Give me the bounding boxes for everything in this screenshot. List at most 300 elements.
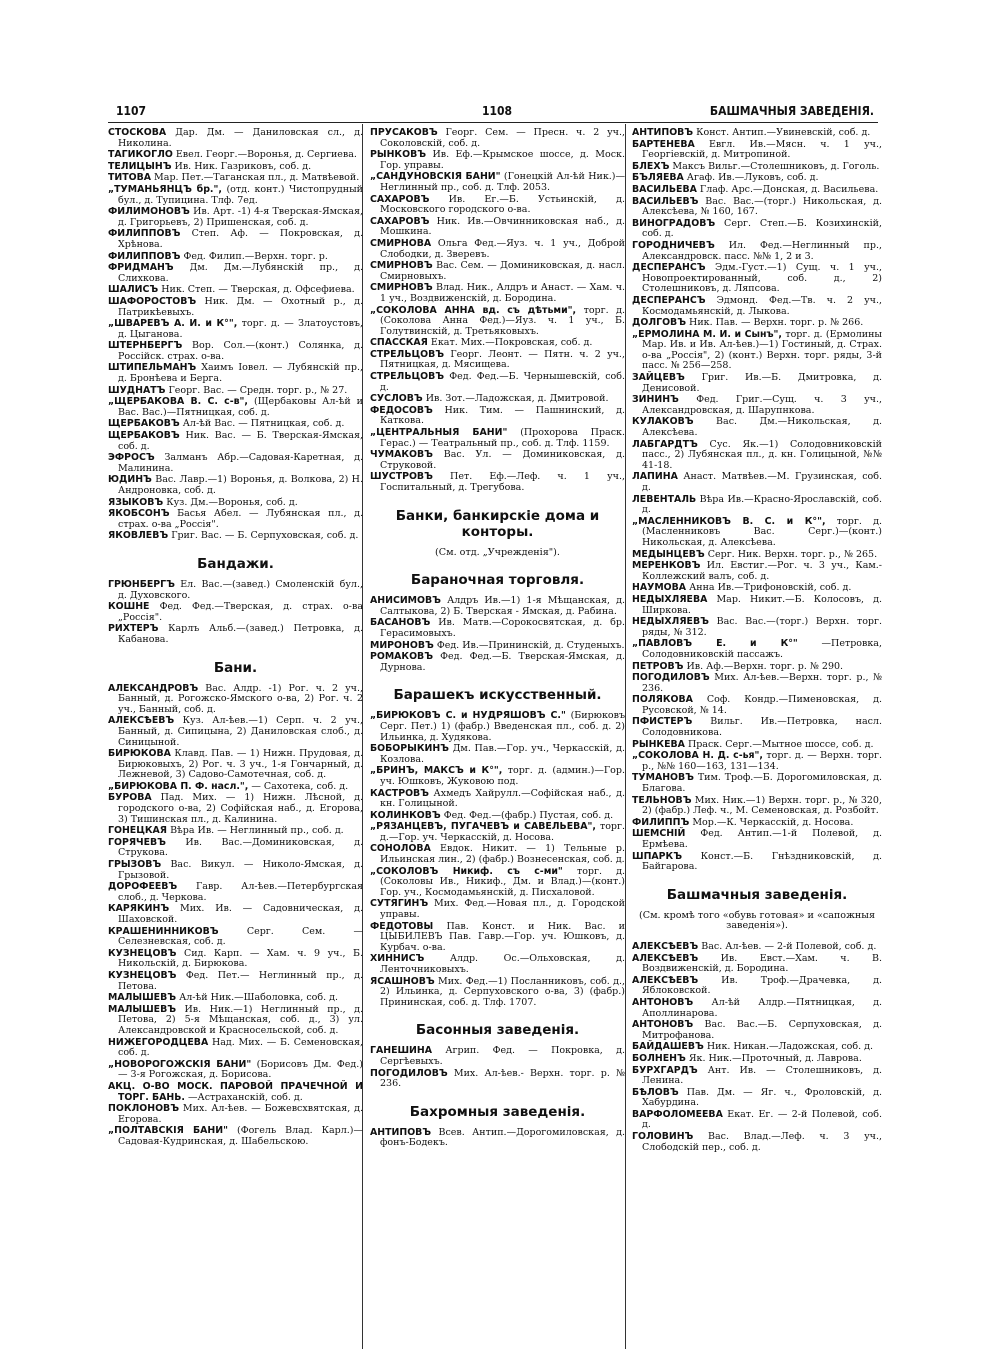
entry-details: Влад. Ник., Алдръ и Анаст. — Хам. ч. 1 уч., Воздвиженскій, д. Бородина.	[380, 282, 625, 304]
entry-details: Георг. Вас. — Средн. торг. р., № 27.	[168, 384, 348, 396]
section-heading: Бараночная торговля.	[410, 572, 585, 589]
entry-name: ВАСИЛЬЕВА	[632, 183, 697, 195]
entry-details: Ник. Вас. — Б. Тверская-Ямская, соб. д.	[118, 430, 363, 452]
directory-entry	[632, 829, 882, 850]
entry-name: ЩЕРБАКОВЪ	[108, 418, 180, 430]
entry-name: ДОРОФЕЕВЪ	[108, 881, 178, 893]
entry-name: ШУДНАТЪ	[108, 384, 166, 396]
directory-entry	[108, 860, 363, 881]
entry-details: Ил. Фед.—Неглинный пр., Александровск. пасс. №№ 1, 2 и 3.	[642, 239, 882, 262]
directory-entry	[632, 818, 882, 829]
directory-entry	[370, 428, 625, 449]
entry-name: ПЕТРОВЪ	[632, 660, 684, 672]
entry-details: торг. д. (Соколова Анна Фед.)—Яуз. ч. 1 уч., Б. Голутвинскій, д. Третьяковыхъ.	[380, 304, 625, 337]
section-heading: Басонныя заведенія.	[415, 1022, 580, 1039]
entry-details: Вас. Дм.—Никольская, д. Алексѣева.	[642, 416, 882, 439]
directory-entry	[108, 1060, 363, 1081]
entry-name: МЕДЫНЦЕВЪ	[632, 548, 705, 560]
entry-name: РИХТЕРЪ	[108, 623, 159, 635]
entry-details: торг. д. — Златоустовъ, д. Цыганова.	[118, 318, 363, 340]
entry-details: Соф. Кондр.—Пименовская, д. Русовской, № 14.	[642, 694, 882, 716]
entry-name: АНИСИМОВЪ	[370, 595, 441, 607]
entry-name: „БИРЮКОВЪ С. и НУДРЯШОВЪ С."	[370, 710, 566, 722]
entry-name: ЛЕВЕНТАЛЬ	[632, 493, 697, 505]
entry-details: Ал-ѣй Вас. — Пятницкая, соб. д.	[182, 418, 345, 430]
directory-entry	[370, 822, 625, 843]
entry-details: Алдръ Ив.—1) 1-я Мѣщанская, д. Салтыкова, 2) Б. Тверская - Ямская, д. Рабина.	[380, 595, 625, 617]
entry-details: Вас. Вас.—(торг.) Верхн. торг. ряды, № 312.	[642, 616, 882, 638]
entry-details: (Фогель Влад. Карл.)—Садовая-Кудринская, д. Шабельскою.	[118, 1125, 363, 1147]
directory-entry	[108, 319, 363, 340]
directory-entry	[632, 1042, 882, 1053]
entry-name: БАЙДАШЕВЪ	[632, 1041, 704, 1053]
entry-details: Ник. Степ. — Тверская, д. Офсефиева.	[161, 284, 355, 296]
directory-entry	[108, 475, 363, 496]
entry-details: Мих. Ал-ѣев.—Верхн. торг. р., № 236.	[642, 672, 883, 694]
directory-entry	[632, 440, 882, 472]
directory-entry	[632, 717, 882, 738]
entry-details: Максъ Вильг.—Столешниковъ, д. Гоголь.	[672, 160, 880, 172]
entry-name: ШТИПЕЛЬМАНЪ	[108, 362, 197, 374]
entry-name: ГОЛОВИНЪ	[632, 1131, 694, 1143]
entry-name: ГАНЕШИНА	[370, 1045, 433, 1057]
entry-name: НАУМОВА	[632, 582, 687, 594]
directory-entry	[632, 1066, 882, 1087]
entry-name: ФИЛИППОВЪ	[108, 250, 181, 262]
directory-entry	[108, 531, 363, 542]
entry-details: Вас. Вас.—Б. Серпуховская, д. Митрофанова.	[642, 1019, 882, 1041]
entry-details: Ив. Ник.—1) Неглинный пр., д. Петова, 2) 5-я Мѣщанская, соб. д., 3) ул. Александровской и Красносельской, соб. д.	[118, 1003, 364, 1036]
entry-name: КОШНЕ	[108, 601, 150, 613]
entry-name: СОНОЛОВА	[370, 843, 431, 855]
entry-name: ЯЗЫКОВЪ	[108, 496, 164, 508]
entry-name: „БРИНЪ, МАКСЪ и К°",	[370, 765, 503, 777]
entry-details: Евгл. Ив.—Мясн. ч. 1 уч., Георгіевскій, д. Митропиной.	[642, 138, 882, 161]
directory-entry	[632, 185, 882, 196]
entry-details: Глаф. Арс.—Донская, д. Васильева.	[699, 183, 879, 195]
entry-details: Пет. Еф.—Леф. ч. 1 уч., Госпитальный, д. Трегубова.	[380, 471, 625, 493]
entry-details: Басья Абел. — Лубянская пл., д. страх. о-ва „Россія".	[118, 508, 363, 530]
entry-name: КАСТРОВЪ	[370, 787, 429, 799]
section-heading: Банки, банкирскіе дома и конторы.	[395, 507, 600, 540]
entry-name: ШТЕРНБЕРГЪ	[108, 340, 183, 352]
entry-name: СТОСКОВА	[108, 127, 167, 138]
directory-entry	[370, 338, 625, 349]
directory-entry	[108, 1005, 363, 1037]
entry-details: Серг. Ник. Верхн. торг. р., № 265.	[707, 548, 878, 560]
directory-entry	[370, 652, 625, 673]
entry-name: ШАЛИСЪ	[108, 284, 159, 296]
directory-entry	[632, 942, 882, 953]
entry-details: Всев. Антип.—Дорогомиловская, д. фонъ-Бодекъ.	[380, 1126, 625, 1149]
directory-entry	[370, 394, 625, 405]
entry-details: торг. д. (админ.)—Гор. уч. Юшковъ, Жуковою под.	[380, 765, 625, 787]
entry-details: Праск. Серг.—Мытное шоссе, соб. д.	[687, 738, 874, 750]
entry-name: ФЕДОТОВЫ	[370, 920, 434, 932]
entry-details: Ив. Вас.—Доминиковская, д. Струкова.	[118, 836, 363, 859]
entry-details: —Астраханскій, соб. д.	[188, 1091, 303, 1103]
entry-details: Ив. Зот.—Ладожская, д. Дмитровой.	[425, 393, 609, 405]
entry-details: Алдр. Ос.—Ольховская, д. Ленточниковыхъ.	[380, 953, 625, 975]
directory-entry	[108, 363, 363, 384]
directory-entry	[108, 297, 363, 318]
entry-name: МЕРЕНКОВЪ	[632, 560, 701, 572]
directory-entry	[632, 595, 882, 616]
directory-entry	[632, 318, 882, 329]
entry-name: БЛЕХЪ	[632, 160, 670, 172]
entry-details: Над. Мих. — Б. Семеновская, соб. д.	[118, 1036, 363, 1059]
directory-entry	[632, 330, 882, 372]
entry-name: СУТЯГИНЪ	[370, 898, 429, 910]
entry-name: БОБОРЫКИНЪ	[370, 743, 449, 755]
cross-reference-note: (См. кромѣ того «обувь готовая» и «сапожныя заведенія»).	[639, 909, 875, 932]
entry-name: КОЛИНКОВЪ	[370, 809, 441, 821]
entry-name: ФИЛИППОВЪ	[108, 228, 181, 240]
entry-name: „МАСЛЕННИКОВЪ В. С. и К°",	[632, 515, 826, 527]
directory-entry	[108, 793, 363, 825]
directory-entry	[108, 993, 363, 1004]
entry-name: ДЕСПЕРАНСЪ	[632, 262, 706, 274]
entry-details: (Гонецкій Ал-ѣй Ник.)—Неглинный пр., соб. д. Тлф. 2053.	[380, 171, 625, 193]
entry-name: „САНДУНОВСКІЯ БАНИ"	[370, 171, 501, 183]
entry-details: Ив. Аф.—Верхн. торг. р. № 290.	[686, 660, 844, 672]
entry-name: „ПОЛТАВСКІЯ БАНИ"	[108, 1125, 229, 1137]
directory-entry	[632, 1054, 882, 1065]
directory-entry	[370, 744, 625, 765]
entry-details: торг. д. (Соколовы Ив., Никиф., Дм. и Влад.)—(конт.) Гор. уч., Космодамьянскій, д. Писхаловой.	[380, 865, 625, 898]
entry-name: СТРЕЛЬЦОВЪ	[370, 348, 445, 360]
entry-name: ПОКЛОНОВЪ	[108, 1103, 180, 1115]
directory-entry	[370, 899, 625, 920]
entry-name: ЛАПИНА	[632, 471, 678, 483]
directory-entry	[632, 1110, 882, 1131]
directory-entry	[108, 882, 363, 903]
entry-name: ПОГОДИЛОВЪ	[632, 672, 710, 684]
directory-entry	[108, 782, 363, 793]
cross-reference-note: (См. отд. „Учрежденія").	[435, 546, 560, 558]
entry-name: БУРОВА	[108, 792, 152, 804]
entry-name: АНТОНОВЪ	[632, 996, 694, 1008]
directory-entry	[632, 241, 882, 262]
entry-details: Ив. Евст.—Хам. ч. В. Воздвиженскій, д. Бородина.	[642, 952, 882, 975]
directory-entry	[108, 341, 363, 362]
entry-name: „НОВОРОГОЖСКІЯ БАНИ"	[108, 1058, 252, 1070]
entry-details: Ахмедъ Хайрулл.—Софійская наб., д. кн. Голицыной.	[380, 787, 625, 810]
entry-name: ЩЕРБАКОВЪ	[108, 430, 180, 442]
directory-entry	[108, 1104, 363, 1125]
entry-name: МАЛЫШЕВЪ	[108, 992, 177, 1004]
directory-entry	[632, 673, 882, 694]
directory-entry	[370, 789, 625, 810]
entry-name: ТИТОВА	[108, 172, 152, 184]
entry-details: Пад. Мих. — 1) Нижн. Лѣсной, д. городского о-ва, 2) Софійская наб., д. Егорова, 3) Тишинская пл., д. Калинина.	[118, 792, 363, 825]
entry-details: Ал-ѣй Алдр.—Пятницкая, д. Аполлинарова.	[642, 996, 882, 1019]
entry-details: Агрип. Фед. — Покровка, д. Сергѣевыхъ.	[380, 1045, 625, 1067]
entry-details: Ник. Ив.—Овчинниковская наб., д. Мошкина.	[380, 215, 625, 238]
entry-name: ЮДИНЪ	[108, 474, 152, 486]
entry-details: Конст. Антип.—Увиневскій, соб. д.	[696, 127, 871, 138]
entry-name: БЪЛЯЕВА	[632, 172, 684, 184]
entry-name: ПОГОДИЛОВЪ	[370, 1067, 448, 1079]
entry-details: Пав. Конст. и Ник. Вас. и ЦЫБИЛЕВЪ Пав. Гавр.—Гор. уч. Юшковъ, д. Курбач. о-ва.	[380, 920, 625, 953]
directory-entry	[108, 971, 363, 992]
entry-details: Агаф. Ив.—Луковъ, соб. д.	[686, 172, 819, 184]
directory-entry	[632, 1132, 882, 1153]
entry-details: Ив. Троф.—Драчевка, д. Яблоковской.	[642, 974, 882, 997]
directory-entry	[632, 751, 882, 772]
entry-name: „СОКОЛОВЪ Никиф. съ с-ми"	[370, 865, 563, 877]
directory-entry	[632, 773, 882, 794]
entry-name: ФРИДМАНЪ	[108, 262, 174, 274]
entry-details: Эдм.-Густ.—1) Сущ. ч. 1 уч., Новопроектированный, соб. д., 2) Столешниковъ, д. Ляпсова.	[642, 262, 882, 295]
entry-name: РОМАКОВЪ	[370, 651, 434, 663]
entry-details: Евдок. Никит. — 1) Тельные р. Ильинская лин., 2) (фабр.) Вознесенская, соб. д.	[380, 843, 625, 866]
directory-entry	[632, 796, 882, 817]
entry-details: Вас. Влад.—Леф. ч. 3 уч., Слободскій пер., соб. д.	[642, 1131, 882, 1153]
entry-details: Ник. Дм. — Охотный р., д. Патрикѣевыхъ.	[118, 295, 363, 318]
entry-name: БУРХГАРДЪ	[632, 1064, 698, 1076]
directory-entry	[370, 954, 625, 975]
entry-details: Сид. Карп. — Хам. ч. 9 уч., Б. Никольскій, д. Бирюкова.	[118, 947, 363, 970]
entry-name: ФЕДОСОВЪ	[370, 404, 433, 416]
entry-details: Ил. Евстиг.—Рог. ч. 3 уч., Кам.-Коллежский валъ, соб. д.	[642, 560, 883, 582]
directory-entry	[632, 852, 882, 873]
section-heading: Барашекъ искусственный.	[393, 687, 602, 704]
entry-details: Георг. Сем. — Пресн. ч. 2 уч., Соколовскій, соб. д.	[380, 127, 625, 149]
entry-name: ТУМАНОВЪ	[632, 772, 694, 784]
entry-name: „ЩЕРБАКОВА В. С. с-в",	[108, 396, 248, 408]
entry-details: Дар. Дм. — Даниловская сл., д. Николина.	[118, 127, 363, 149]
entry-details: Карлъ Альб.—(завед.) Петровка, д. Кабанова.	[118, 623, 363, 645]
directory-entry	[370, 128, 625, 149]
directory-entry	[370, 172, 625, 193]
directory-entry	[632, 550, 882, 561]
directory-entry	[108, 838, 363, 859]
entry-name: АНТИПОВЪ	[632, 127, 694, 138]
entry-details: Конст.—Б. Гнѣздниковскій, д. Байгарова.	[642, 850, 882, 873]
entry-name: СМИРНОВЪ	[370, 282, 433, 294]
entry-details: Мих. Ник.—1) Верхн. торг. р., № 320, 2) (фабр.) Леф. ч., М. Семеновская, д. Розбойт.	[642, 794, 882, 817]
entry-details: (Борисовъ Дм. Фед.) — 3-я Рогожская, д. Борисова.	[118, 1058, 363, 1081]
directory-entry	[108, 162, 363, 173]
entry-name: НЕДЫХЛЯЕВА	[632, 593, 708, 605]
entry-name: ЗАЙЦЕВЪ	[632, 372, 685, 384]
entry-details: Мар. Никит.—Б. Колосовъ, д. Ширкова.	[642, 593, 882, 616]
entry-details: Клавд. Пав. — 1) Нижн. Прудовая, д. Бирюковыхъ, 2) Рог. ч. 3 уч., 1-я Гончарный, д. Лежневой, 3) Садово-Самотечная, соб. д.	[118, 748, 363, 781]
entry-details: Ник. Пав. — Верхн. торг. р. № 266.	[689, 317, 864, 329]
entry-details: Вас. Вас.—(торг.) Никольская, д. Алексѣева, № 160, 167.	[642, 195, 882, 218]
directory-entry	[108, 207, 363, 228]
directory-entry	[370, 811, 625, 822]
entry-name: ВИНОГРАДОВЪ	[632, 217, 716, 229]
entry-details: Степ. Аф. — Покровская, д. Хрѣнова.	[118, 228, 363, 250]
entry-details: Ник. Тим. — Пашнинский, д. Каткова.	[380, 404, 625, 427]
entry-details: Фед. Фед.—Б. Чернышевскій, соб. д.	[380, 371, 625, 393]
directory-entry	[108, 150, 363, 161]
page-number-left: 1107	[116, 104, 147, 118]
entry-name: „ЦЕНТРАЛЬНЫЯ БАНИ"	[370, 427, 508, 439]
directory-entry	[632, 639, 882, 660]
entry-name: САХАРОВЪ	[370, 193, 430, 205]
entry-name: РЫНКЕВА	[632, 738, 685, 750]
entry-details: Сус. Як.—1) Солодовниковскій пасс., 2) Лубянская пл., д. кн. Голицыной, №№ 41-18.	[642, 438, 882, 471]
entry-details: —Петровка, Солодовниковскій пассажъ.	[642, 638, 882, 660]
entry-details: Мих. Ал-ѣев. — Божевсхвятская, д. Егорова.	[118, 1103, 363, 1125]
entry-details: Вор. Сол.—(конт.) Солянка, д. Россійск. страх. о-ва.	[118, 340, 364, 362]
entry-details: Ив. Ег.—Б. Устьинскій, д. Московского городского о-ва.	[380, 193, 625, 216]
directory-entry	[632, 695, 882, 716]
directory-entry	[632, 140, 882, 161]
entry-name: ЯКОБСОНЪ	[108, 508, 170, 520]
directory-entry	[108, 749, 363, 781]
directory-entry	[108, 173, 363, 184]
directory-entry	[108, 949, 363, 970]
entry-details: Ал-ѣй Ник.—Шаболовка, соб. д.	[179, 992, 339, 1004]
directory-entry	[370, 596, 625, 617]
entry-name: СПАССКАЯ	[370, 337, 428, 349]
entry-details: Дм. Пав.—Гор. уч., Черкасскій, д. Козлова.	[380, 743, 625, 765]
section-heading: Башмачныя заведенія.	[666, 886, 848, 903]
entry-details: Пав. Дм. — Яг. ч., Фроловскій, д. Хабурдина.	[642, 1086, 882, 1109]
entry-details: Мих. Фед.—1) Посланниковъ, соб. д., 2) Ильинка, д. Серпуховского о-ва, 3) (фабр.) Прининская, соб. д. Тлф. 1707.	[380, 975, 625, 1008]
directory-entry	[632, 517, 882, 549]
directory-entry	[370, 867, 625, 899]
section-heading: Бани.	[213, 659, 258, 676]
entry-details: Фед. Филип.—Верхн. торг. р.	[183, 250, 328, 262]
entry-details: Фед. Антип.—1-й Полевой, д. Ермѣева.	[642, 828, 882, 850]
directory-entry	[370, 217, 625, 238]
directory-entry	[632, 1088, 882, 1109]
entry-name: МАЛЫШЕВЪ	[108, 1003, 177, 1015]
directory-entry	[370, 283, 625, 304]
section-heading: Бахромныя заведенія.	[409, 1103, 586, 1120]
entry-name: КАРЯКИНЪ	[108, 903, 170, 915]
entry-name: ТЕЛЬНОВЪ	[632, 794, 692, 806]
entry-details: Серг. Сем. — Селезневская, соб. д.	[118, 925, 363, 948]
entry-name: ВАРФОЛОМЕЕВА	[632, 1108, 723, 1120]
entry-name: „БИРЮКОВА П. Ф. насл.",	[108, 780, 249, 792]
entry-name: САХАРОВЪ	[370, 215, 430, 227]
entry-details: Вас. Ул. — Доминиковская, д. Струковой.	[380, 449, 625, 471]
directory-entry	[108, 252, 363, 263]
entry-name: ЗИНИНЪ	[632, 394, 679, 406]
entry-name: БАСАНОВЪ	[370, 617, 431, 629]
entry-details: Залманъ Абр.—Садовая-Каретная, д. Малинина.	[118, 452, 363, 474]
entry-name: „ТУМАНЬЯНЦЪ бр.",	[108, 183, 222, 195]
entry-name: ТАГИКОГЛО	[108, 149, 173, 161]
directory-entry	[370, 450, 625, 471]
entry-details: Дм. Дм.—Лубянскій пр., д. Слихкова.	[118, 262, 363, 284]
entry-details: Григ. Вас. — Б. Серпуховская, соб. д.	[171, 530, 359, 542]
entry-details: Мих. Ив. — Садовническая, д. Шаховской.	[118, 903, 363, 925]
entry-details: Вас. Лавр.—1) Воронья, д. Волкова, 2) Н. Андроновка, соб. д.	[118, 474, 363, 496]
entry-details: Григ. Ив.—Б. Дмитровка, д. Денисовой.	[642, 372, 882, 394]
directory-entry	[632, 561, 882, 582]
entry-name: ДЕСПЕРАНСЪ	[632, 294, 706, 306]
entry-details: (Прохорова Праск. Герас.) — Театральный пр., соб. д. Тлф. 1159.	[380, 427, 625, 449]
entry-name: ТЕЛИЦЫНЪ	[108, 160, 172, 172]
directory-entry	[108, 229, 363, 250]
entry-name: ГОРЯЧЕВЪ	[108, 836, 166, 848]
entry-details: Як. Ник.—Проточный, д. Лаврова.	[688, 1052, 862, 1064]
directory-entry	[370, 844, 625, 865]
directory-entry	[370, 766, 625, 787]
directory-entry	[108, 1038, 363, 1059]
entry-name: ЭФРОСЪ	[108, 452, 155, 464]
entry-details: Вас. Алдр. -1) Рог. ч. 2 уч., Банный, д. Рогожско-Ямского о-ва, 2) Рог. ч. 2 уч., Банный, соб. д.	[118, 682, 363, 715]
entry-details: Ольга Фед.—Яуз. ч. 1 уч., Доброй Слободки, д. Зверевъ.	[380, 237, 625, 260]
entry-details: Ив. Матв.—Сорокосвятская, д. бр. Герасимовыхъ.	[380, 617, 625, 639]
entry-name: МИРОНОВЪ	[370, 639, 434, 651]
directory-entry	[632, 162, 882, 173]
entry-name: ХИННИСЪ	[370, 953, 425, 965]
entry-name: ВАСИЛЬЕВЪ	[632, 195, 699, 207]
entry-name: ПРУСАКОВЪ	[370, 127, 438, 138]
directory-entry	[108, 1082, 363, 1103]
entry-name: НИЖЕГОРОДЦЕВА	[108, 1036, 209, 1048]
entry-name: ГРЫЗОВЪ	[108, 859, 162, 871]
entry-details: Вильг. Ив.—Петровка, насл. Солодовникова.	[642, 716, 882, 739]
entry-details: Серг. Степ.—Б. Козихинскій, соб. д.	[642, 217, 882, 240]
entry-name: „СОКОЛОВА АННА вд. съ дѣтьми",	[370, 304, 577, 316]
directory-entry	[370, 618, 625, 639]
entry-name: ШУСТРОВЪ	[370, 471, 433, 483]
entry-name: АЛЕКСѢЕВЪ	[632, 940, 699, 952]
entry-details: Анна Ив.—Трифоновскій, соб. д.	[689, 582, 852, 594]
directory-entry	[370, 641, 625, 652]
directory-entry	[632, 395, 882, 416]
directory-entry	[108, 580, 363, 601]
directory-entry	[632, 662, 882, 673]
directory-entry	[108, 498, 363, 509]
entry-details: Фед. Фед.—Тверская, д. страх. о-ва „Россія".	[118, 601, 363, 623]
entry-name: ШАФОРОСТОВЪ	[108, 295, 197, 307]
directory-entry	[370, 406, 625, 427]
entry-name: РЫНКОВЪ	[370, 149, 427, 161]
directory-entry	[370, 977, 625, 1009]
directory-entry	[632, 998, 882, 1019]
directory-entry	[108, 826, 363, 837]
directory-entry	[108, 1126, 363, 1147]
entry-details: Фед. Григ.—Сущ. ч. 3 уч., Александровская, д. Шарупнкова.	[642, 394, 882, 416]
entry-details: (Щербаковы Ал-ѣй и Вас. Вас.)—Пятницкая, соб. д.	[118, 396, 363, 418]
entry-name: „ПАВЛОВЪ Е. и К°"	[632, 638, 798, 650]
entry-details: Куз. Дм.—Воронья, соб. д.	[166, 496, 298, 508]
entry-details: Ел. Вас.—(завед.) Смоленскій бул., д. Духовского.	[118, 578, 363, 601]
directory-entry	[632, 296, 882, 317]
entry-name: АНТИПОВЪ	[370, 1126, 432, 1138]
directory-entry	[370, 150, 625, 171]
directory-entry	[108, 602, 363, 623]
entry-details: Вѣра Ив. — Неглинный пр., соб. д.	[170, 825, 344, 837]
entry-details: (Бирюковъ Серг. Пет.) 1) (фабр.) Введенская пл., соб. д. 2) Ильинка, д. Худякова.	[380, 710, 625, 743]
entry-name: КРАШЕНИННИКОВЪ	[108, 925, 219, 937]
page-number-center: 1108	[482, 104, 513, 118]
entry-name: ФИЛИМОНОВЪ	[108, 206, 190, 218]
column-1	[108, 128, 363, 1148]
directory-entry	[108, 128, 363, 149]
directory-entry	[108, 927, 363, 948]
entry-name: АКЦ. О-ВО МОСК. ПАРОВОЙ ПРАЧЕЧНОЙ И ТОРГ. БАНЬ.	[108, 1080, 363, 1103]
directory-entry	[108, 285, 363, 296]
entry-name: ГОНЕЦКАЯ	[108, 825, 168, 837]
directory-entry	[108, 716, 363, 748]
directory-entry	[370, 306, 625, 338]
entry-details: Куз. Ал-ѣев.—1) Серп. ч. 2 уч., Банный, д. Сипицына, 2) Даниловская слоб., д. Синицыной.	[118, 715, 363, 748]
directory-entry	[632, 263, 882, 295]
entry-name: БѢЛОВЪ	[632, 1086, 679, 1098]
entry-details: Вас. Сем. — Доминиковская, д. насл. Смирновыхъ.	[380, 260, 625, 282]
